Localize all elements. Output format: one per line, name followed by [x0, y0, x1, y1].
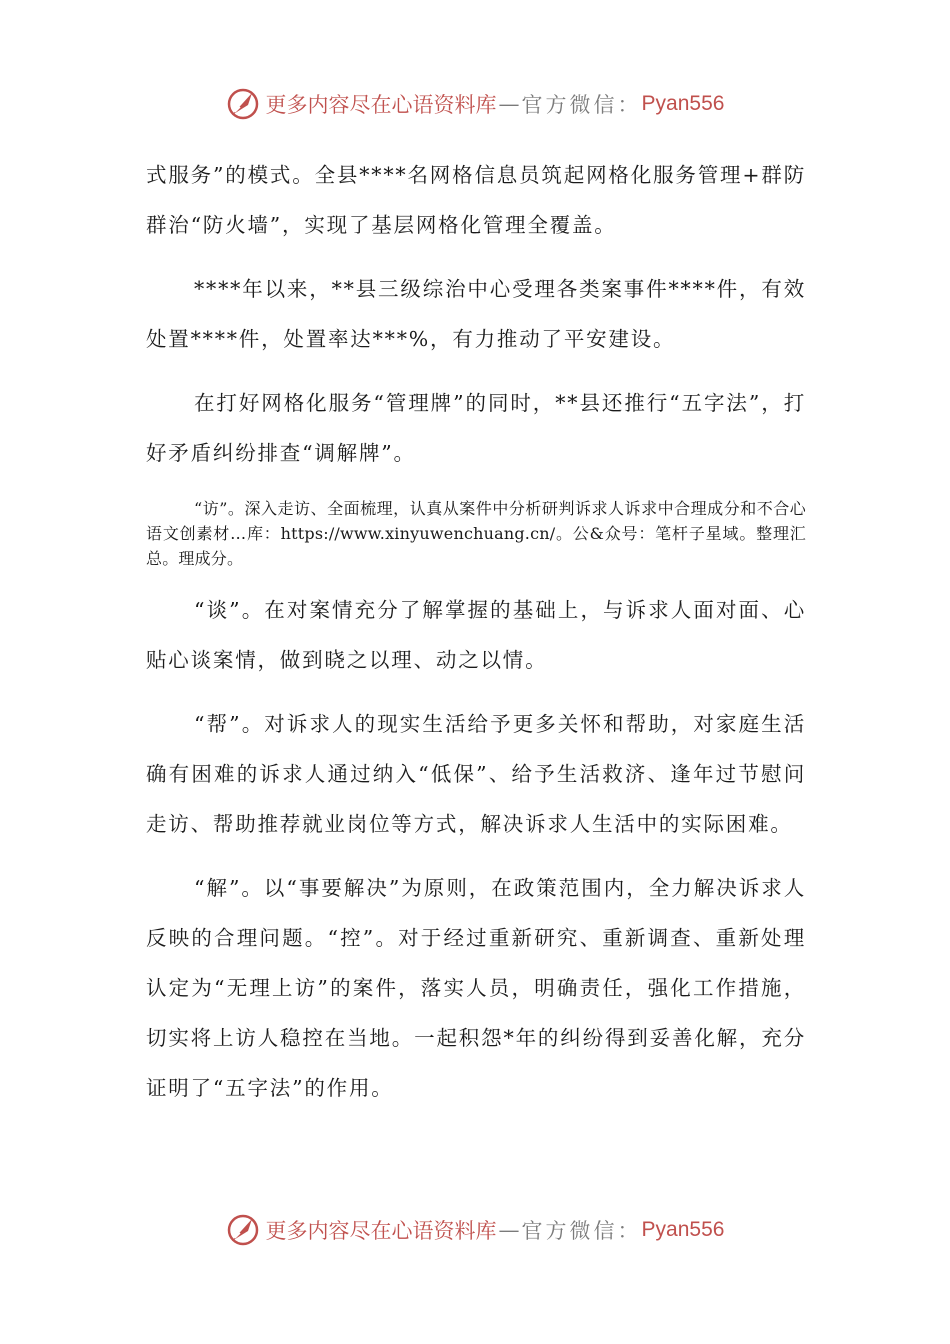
paragraph: ****年以来，**县三级综治中心受理各类案事件****件，有效处置****件，处置率达***%，有力推动了平安建设。: [146, 277, 806, 351]
banner-wechat-label: 官方微信：: [521, 1219, 642, 1243]
banner-separator: —: [498, 92, 520, 116]
banner-title: 更多内容尽在心语资料库: [265, 1219, 497, 1243]
banner-wechat-id: Pyan556: [641, 1218, 725, 1241]
banner-separator: —: [498, 1218, 520, 1242]
document-body: [146, 150, 806, 1113]
footer-banner: [0, 1210, 950, 1250]
paragraph-small: “访”。深入走访、全面梳理，认真从案件中分析研判诉求人诉求中合理成分和不合心语文创素材…库：https://www.xinyuwenchuang.cn/。公&众号：笔杆子星域。整理汇总。理成分。: [146, 499, 806, 568]
paragraph: 在打好网格化服务“管理牌”的同时，**县还推行“五字法”，打好矛盾纠纷排查“调解牌”。: [146, 391, 806, 465]
banner-wechat-label: 官方微信：: [521, 93, 642, 117]
paragraph: 式服务”的模式。全县****名网格信息员筑起网格化服务管理+群防群治“防火墙”，实现了基层网格化管理全覆盖。: [146, 163, 806, 237]
paragraph: “解”。以“事要解决”为原则，在政策范围内，全力解决诉求人反映的合理问题。“控”。对于经过重新研究、重新调查、重新处理认定为“无理上访”的案件，落实人员，明确责任，强化工作措施，切实将上访人稳控在当地。一起积怨*年的纠纷得到妥善化解，充分证明了“五字法”的作用。: [146, 876, 806, 1100]
quill-logo-icon: [226, 1213, 260, 1247]
paragraph: “谈”。在对案情充分了解掌握的基础上，与诉求人面对面、心贴心谈案情，做到晓之以理、动之以情。: [146, 598, 806, 672]
quill-logo-icon: [226, 87, 260, 121]
banner-wechat-id: Pyan556: [641, 92, 725, 115]
header-banner: [0, 84, 950, 124]
paragraph: “帮”。对诉求人的现实生活给予更多关怀和帮助，对家庭生活确有困难的诉求人通过纳入“低保”、给予生活救济、逢年过节慰问走访、帮助推荐就业岗位等方式，解决诉求人生活中的实际困难。: [146, 712, 806, 836]
banner-title: 更多内容尽在心语资料库: [265, 93, 497, 117]
